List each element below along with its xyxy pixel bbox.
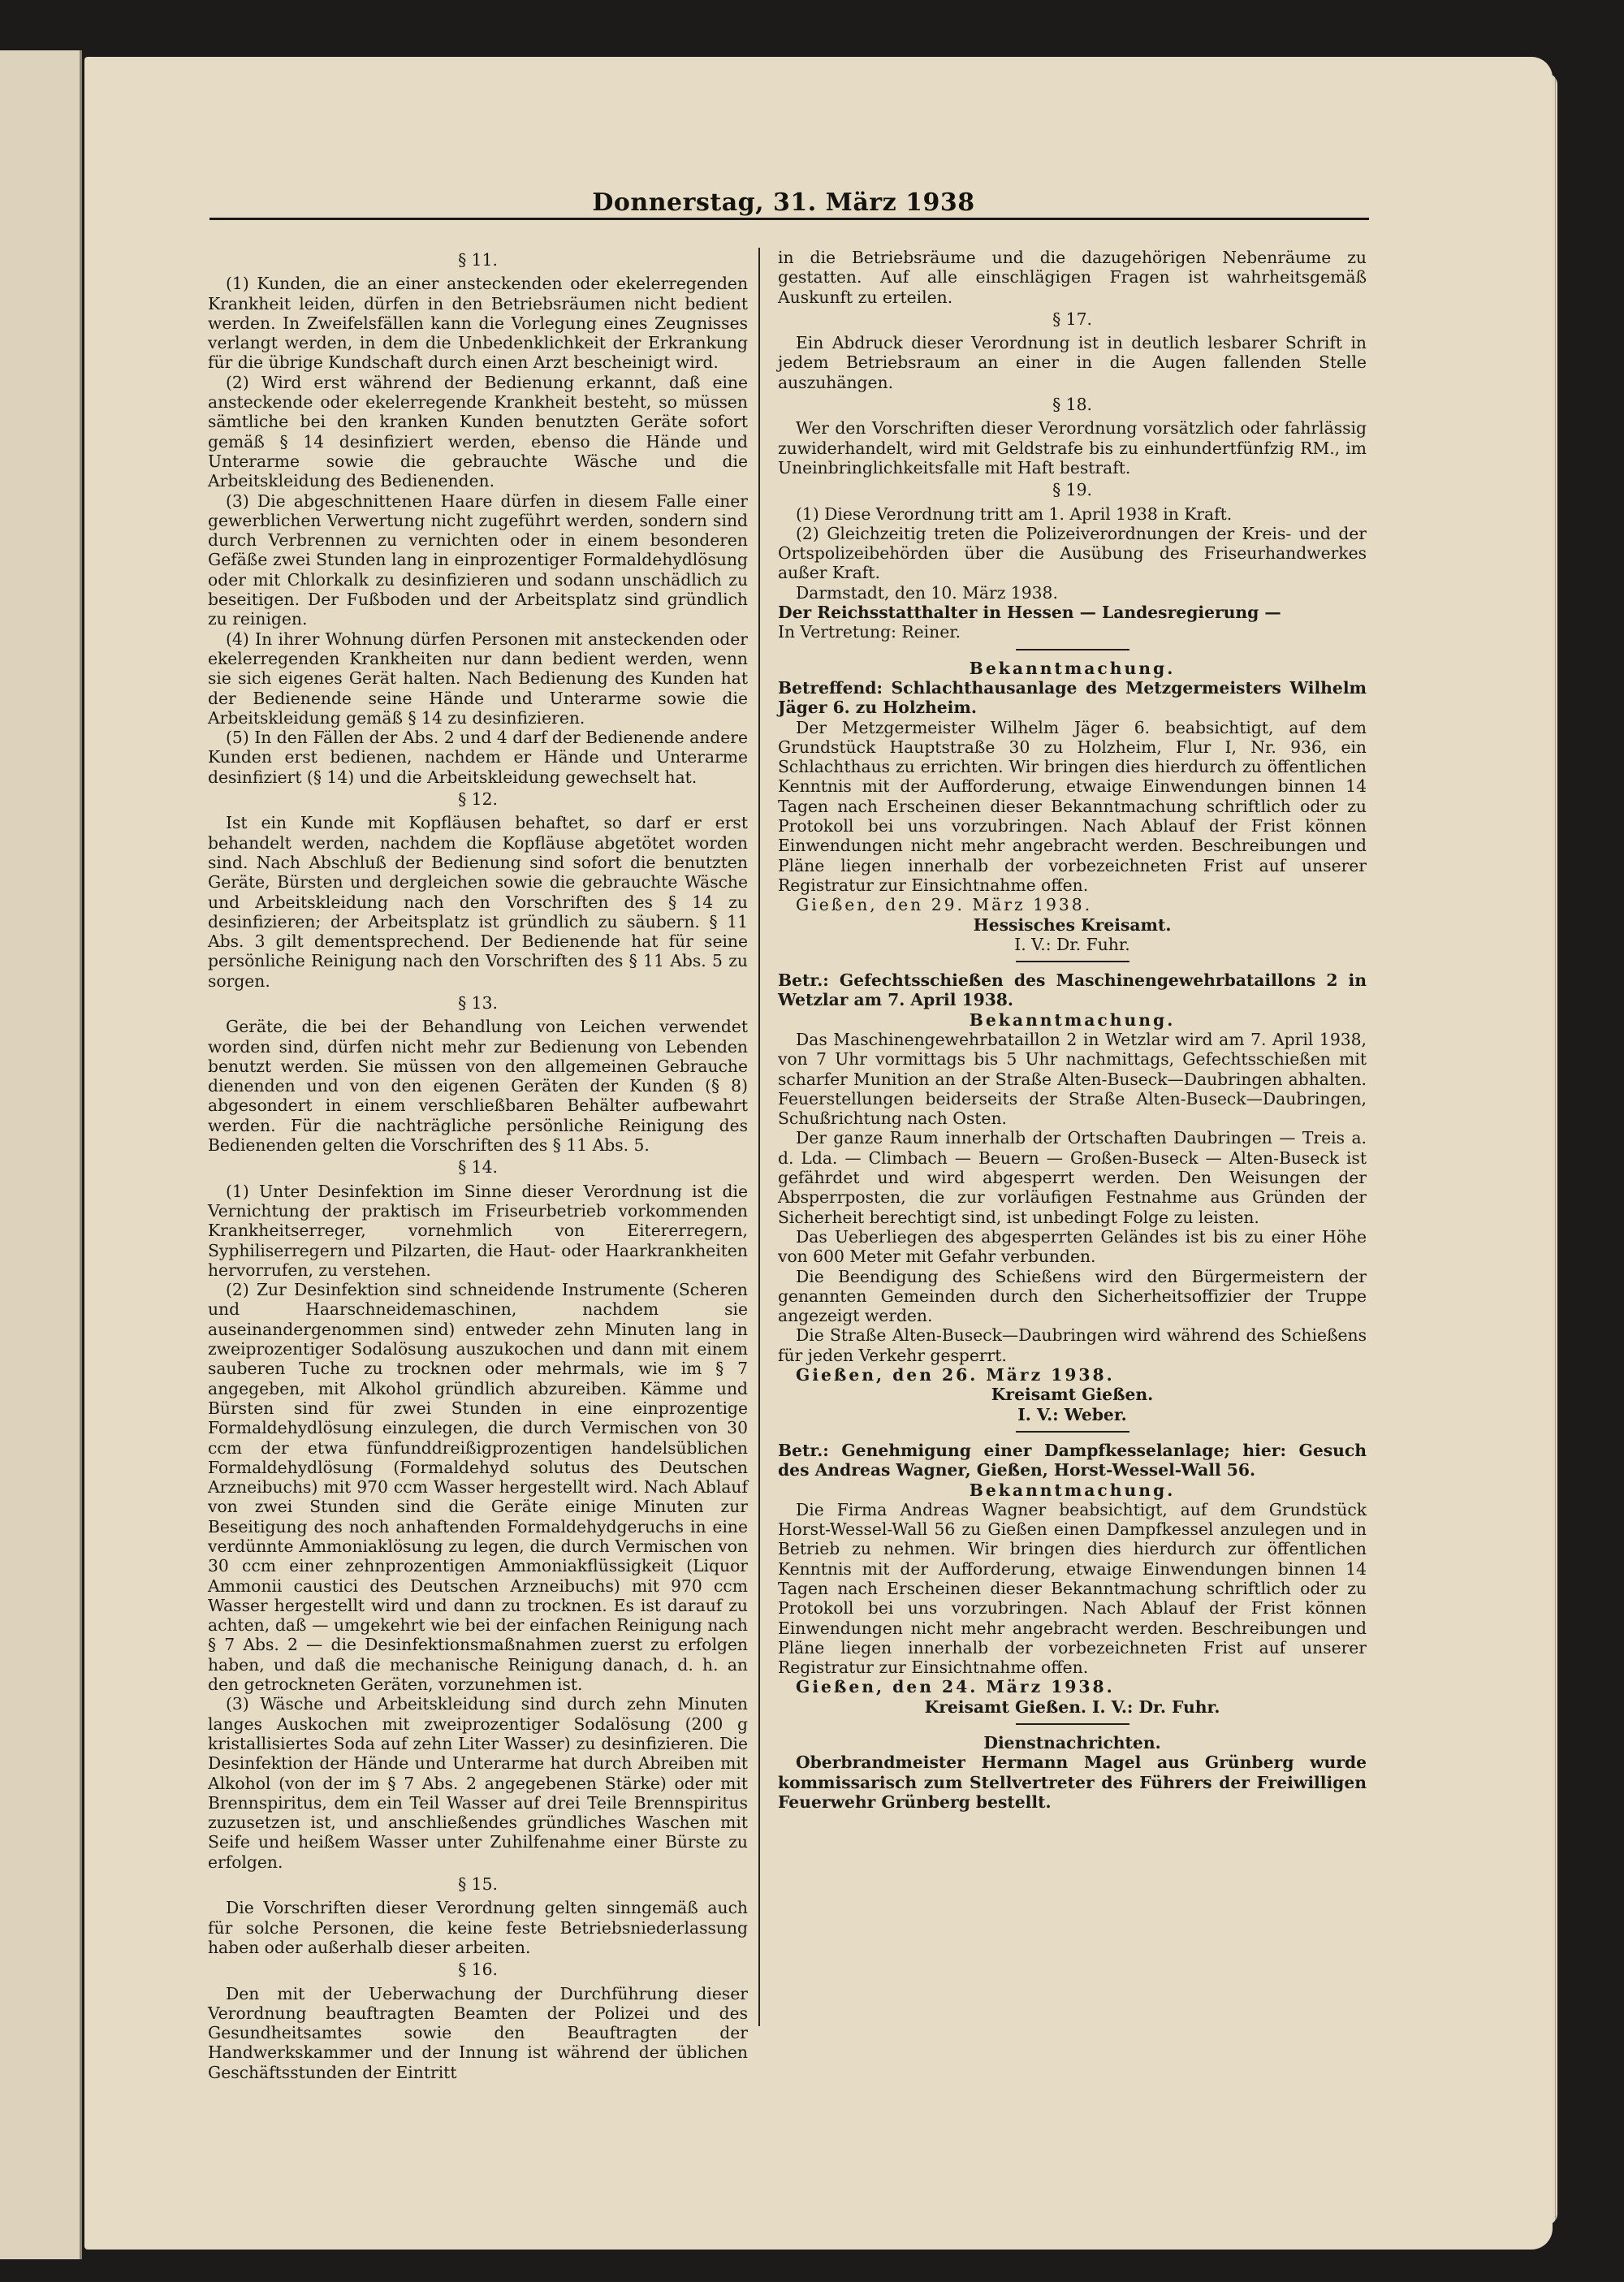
page-header-date: Donnerstag, 31. März 1938	[592, 188, 975, 217]
section-11-title: § 11.	[458, 250, 498, 270]
notice1-signature: I. V.: Dr. Fuhr.	[1014, 934, 1130, 954]
section-13-title: § 13.	[458, 992, 498, 1013]
section-19-title: § 19.	[1052, 480, 1092, 500]
sign1-place-date: Darmstadt, den 10. März 1938.	[796, 582, 1058, 603]
header-rule	[209, 218, 1369, 220]
notice2-paragraph-1: Das Maschinengewehrbataillon 2 in Wetzlar wird am 7. April 1938, von 7 Uhr vormittags bis 5 Uhr nachmittags, Gefechtsschießen mit scharfer Munition an der Straße Alten-Buseck—Daubringen abhalten. Feuerstellungen beiderseits der Straße Alten-Buseck—Daubringen, Schußrichtung nach Osten.	[778, 1029, 1367, 1129]
section-16-title: § 16.	[458, 1960, 498, 1980]
section-15-title: § 15.	[458, 1874, 498, 1895]
section-13-paragraph-1: Geräte, die bei der Behandlung von Leichen verwendet worden sind, dürfen nicht mehr zur Bedienung von Lebenden benutzt werden. Sie müssen von den allgemeinen Gebrauche dienenden und von den eigenen Geräten der Kunden (§ 8) abgesondert in einem verschließbaren Behälter aufbewahrt werden. Für die nachträgliche persönliche Reinigung des Bedienenden gelten die Vorschriften des § 11 Abs. 5.	[208, 1017, 748, 1156]
section-14-paragraph-3: (3) Wäsche und Arbeitskleidung sind durch zehn Minuten langes Auskochen mit zweiprozentiger Sodalösung (200 g kristallisiertes Soda auf zehn Liter Wasser) zu desinfizieren. Die Desinfektion der Hände und Unterarme hat durch Abreiben mit Alkohol (von der im § 7 Abs. 2 angegebenen Stärke) oder mit Brennspiritus, dem ein Teil Wasser auf drei Teile Brennspiritus zuzusetzen ist, und anschließendes gründliches Waschen mit Seife und heißem Wasser unter Zuhilfenahme einer Bürste zu erfolgen.	[208, 1694, 748, 1872]
notice2-paragraph-5: Die Straße Alten-Buseck—Daubringen wird während des Schießens für jeden Verkehr gesperrt.	[778, 1325, 1367, 1365]
section-11-paragraph-1: (1) Kunden, die an einer ansteckenden oder ekelerregenden Krankheit leiden, dürfen in den Betriebsräumen nicht bedient werden. In Zweifelsfällen kann die Vorlegung eines Zeugnisses verlangt werden, in dem die Unbedenklichkeit der Erkrankung für die übrige Kundschaft durch einen Arzt bescheinigt wird.	[208, 274, 748, 373]
separator-1	[1016, 649, 1129, 650]
section-17-paragraph-1: Ein Abdruck dieser Verordnung ist in deutlich lesbarer Schrift in jedem Betriebsraum an einer in die Augen fallenden Stelle auszuhängen.	[778, 333, 1367, 392]
section-14-paragraph-1: (1) Unter Desinfektion im Sinne dieser Verordnung ist die Vernichtung der praktisch im Friseurbetrieb vorkommenden Krankheitserreger, vornehmlich von Eitererregern, Syphiliserregern und Pilzarten, die Haut- oder Haarkrankheiten hervorrufen, zu verstehen.	[208, 1181, 748, 1280]
notice3-place-date: Gießen, den 24. März 1938.	[796, 1677, 1115, 1697]
section-11-paragraph-2: (2) Wird erst während der Bedienung erkannt, daß eine ansteckende oder ekelerregende Krankheit besteht, so müssen sämtliche bei den kranken Kunden benutzten Geräte sofort gemäß § 14 desinfiziert werden, ebenso die Hände und Unterarme sowie die gebrauchte Wäsche und die Arbeitskleidung des Bedienenden.	[208, 372, 748, 491]
section-18-title: § 18.	[1052, 395, 1092, 415]
notice4-body: Oberbrandmeister Hermann Magel aus Grünberg wurde kommissarisch zum Stellvertreter des Führers der Freiwilligen Feuerwehr Grünberg bestellt.	[778, 1753, 1367, 1812]
notice1-body: Der Metzgermeister Wilhelm Jäger 6. beabsichtigt, auf dem Grundstück Hauptstraße 30 zu Holzheim, Flur I, Nr. 936, ein Schlachthaus zu errichten. Wir bringen dies hierdurch zu öffentlichen Kenntnis mit der Aufforderung, etwaige Einwendungen binnen 14 Tagen nach Erscheinen dieser Bekanntmachung schriftlich oder zu Protokoll bei uns vorzubringen. Nach Ablauf der Frist können Einwendungen nicht mehr angebracht werden. Beschreibungen und Pläne liegen innerhalb der vorbezeichneten Frist auf unserer Registratur zur Einsichtnahme offen.	[778, 717, 1367, 895]
section-18-paragraph-1: Wer den Vorschriften dieser Verordnung vorsätzlich oder fahrlässig zuwiderhandelt, wird mit Geldstrafe bis zu einhundertfünfzig RM., im Uneinbringlichkeitsfalle mit Haft bestraft.	[778, 418, 1367, 478]
section-12-paragraph-1: Ist ein Kunde mit Kopfläusen behaftet, so darf er erst behandelt werden, nachdem die Kopfläuse abgetötet worden sind. Nach Abschluß der Bedienung sind sofort die benutzten Geräte, Bürsten und dergleichen sowie die gebrauchte Wäsche und Arbeitskleidung nach den Vorschriften des § 14 zu desinfizieren; der Arbeitsplatz ist gründlich zu säubern. § 11 Abs. 3 gilt dementsprechend. Der Bedienende hat für seine persönliche Reinigung nach den Vorschriften des § 11 Abs. 5 zu sorgen.	[208, 813, 748, 991]
section-11-paragraph-4: (4) In ihrer Wohnung dürfen Personen mit ansteckenden oder ekelerregenden Krankheiten nur dann bedient werden, wenn sie sich eigenes Gerät halten. Nach Bedienung des Kunden hat der Bedienende seine Hände und Unterarme sowie die Arbeitskleidung gemäß § 14 zu desinfizieren.	[208, 629, 748, 728]
section-19-paragraph-2: (2) Gleichzeitig treten die Polizeiverordnungen der Kreis- und der Ortspolizeibehörden über die Ausübung des Friseurhandwerkes außer Kraft.	[778, 523, 1367, 583]
notice3-heading: Bekanntmachung.	[969, 1480, 1176, 1500]
notice2-subject: Betr.: Gefechtsschießen des Maschinengewehrbataillons 2 in Wetzlar am 7. April 1938.	[778, 970, 1367, 1010]
sign1-representative: In Vertretung: Reiner.	[778, 622, 961, 642]
section-17-title: § 17.	[1052, 309, 1092, 329]
notice2-signature: I. V.: Weber.	[1017, 1404, 1127, 1424]
notice3-subject: Betr.: Genehmigung einer Dampfkesselanlage; hier: Gesuch des Andreas Wagner, Gießen, Horst-Wessel-Wall 56.	[778, 1440, 1367, 1480]
notice1-place-date: Gießen, den 29. März 1938.	[796, 895, 1093, 915]
separator-4	[1016, 1723, 1129, 1725]
notice1-heading: Bekanntmachung.	[969, 658, 1176, 678]
notice3-body: Die Firma Andreas Wagner beabsichtigt, auf dem Grundstück Horst-Wessel-Wall 56 zu Gießen einen Dampfkessel anzulegen und in Betrieb zu nehmen. Wir bringen dies hierdurch zur öffentlichen Kenntnis mit der Aufforderung, etwaige Einwendungen binnen 14 Tagen nach Erscheinen dieser Bekanntmachung schriftlich oder zu Protokoll bei uns vorzubringen. Nach Ablauf der Frist können Einwendungen nicht mehr angebracht werden. Beschreibungen und Pläne liegen innerhalb der vorbezeichneten Frist auf unserer Registratur zur Einsichtnahme offen.	[778, 1499, 1367, 1678]
left-page-edge	[0, 50, 82, 2259]
section-19-paragraph-1: (1) Diese Verordnung tritt am 1. April 1938 in Kraft.	[796, 504, 1233, 524]
notice1-subject: Betreffend: Schlachthausanlage des Metzgermeisters Wilhelm Jäger 6. zu Holzheim.	[778, 677, 1367, 718]
section-16-continuation: in die Betriebsräume und die dazugehörigen Nebenräume zu gestatten. Auf alle einschlägigen Fragen ist wahrheitsgemäß Auskunft zu erteilen.	[778, 248, 1367, 307]
notice2-paragraph-2: Der ganze Raum innerhalb der Ortschaften Daubringen — Treis a. d. Lda. — Climbach — Beuern — Großen-Buseck — Alten-Buseck ist gefährdet und wird abgesperrt werden. Den Weisungen der Absperrposten, die zur vorläufigen Festnahme aus Gründen der Sicherheit berechtigt sind, ist unbedingt Folge zu leisten.	[778, 1128, 1367, 1227]
sign1-authority: Der Reichsstatthalter in Hessen — Landesregierung —	[778, 603, 1281, 623]
separator-3	[1016, 1431, 1129, 1433]
section-11-paragraph-3: (3) Die abgeschnittenen Haare dürfen in diesem Falle einer gewerblichen Verwertung nicht zugeführt werden, sondern sind durch Verbrennen zu vernichten oder in einem besonderen Gefäße zwei Stunden lang in einprozentiger Formaldehydlösung oder mit Chlorkalk zu desinfizieren und sodann unschädlich zu beseitigen. Der Fußboden und der Arbeitsplatz sind gründlich zu reinigen.	[208, 491, 748, 629]
section-15-paragraph-1: Die Vorschriften dieser Verordnung gelten sinngemäß auch für solche Personen, die keine feste Betriebsniederlassung haben oder außerhalb dieser arbeiten.	[208, 1898, 748, 1957]
notice3-signature: Kreisamt Gießen. I. V.: Dr. Fuhr.	[924, 1696, 1220, 1717]
notice2-place-date: Gießen, den 26. März 1938.	[796, 1365, 1115, 1385]
section-16-paragraph-1: Den mit der Ueberwachung der Durchführung dieser Verordnung beauftragten Beamten der Polizei und des Gesundheitsamtes sowie den Beauftragten der Handwerkskammer und der Innung ist während der üblichen Geschäftsstunden der Eintritt	[208, 1983, 748, 2082]
notice4-heading: Dienstnachrichten.	[983, 1733, 1161, 1753]
separator-2	[1016, 961, 1129, 962]
notice2-heading: Bekanntmachung.	[969, 1009, 1176, 1030]
notice2-authority: Kreisamt Gießen.	[991, 1385, 1154, 1405]
section-14-paragraph-2: (2) Zur Desinfektion sind schneidende Instrumente (Scheren und Haarschneidemaschinen, nachdem sie auseinandergenommen sind) entweder zehn Minuten lang in zweiprozentiger Sodalösung auszukochen und dann mit einem sauberen Tuche zu trocknen oder mehrmals, wie im § 7 angegeben, mit Alkohol gründlich abzureiben. Kämme und Bürsten sind für zwei Stunden in eine einprozentige Formaldehydlösung einzulegen, die durch Vermischen von 30 ccm der etwa fünfunddreißigprozentigen handelsüblichen Formaldehydlösung (Formaldehyd solutus des Deutschen Arzneibuchs) mit 970 ccm Wasser hergestellt wird. Nach Ablauf von zwei Stunden sind die Geräte einige Minuten zur Beseitigung des noch anhaftenden Formaldehydgeruchs in eine verdünnte Ammoniaklösung zu legen, die durch Vermischen von 30 ccm einer zehnprozentigen Ammoniakflüssigkeit (Liquor Ammonii caustici des Deutschen Arzneibuchs) mit 970 ccm Wasser hergestellt wird und dann zu trocknen. Es ist darauf zu achten, daß — umgekehrt wie bei der einfachen Reinigung nach § 7 Abs. 2 — die Desinfektionsmaßnahmen zuerst zu erfolgen haben, und daß die mechanische Reinigung danach, d. h. an den getrockneten Geräten, vorzunehmen ist.	[208, 1280, 748, 1695]
section-12-title: § 12.	[458, 789, 498, 810]
section-11-paragraph-5: (5) In den Fällen der Abs. 2 und 4 darf der Bedienende andere Kunden erst bedienen, nachdem er Hände und Unterarme desinfiziert (§ 14) und die Arbeitskleidung gewechselt hat.	[208, 728, 748, 787]
column-divider	[758, 248, 760, 2026]
notice1-authority: Hessisches Kreisamt.	[973, 914, 1172, 935]
notice2-paragraph-3: Das Ueberliegen des abgesperrten Geländes ist bis zu einer Höhe von 600 Meter mit Gefahr verbunden.	[778, 1226, 1367, 1267]
section-14-title: § 14.	[458, 1157, 498, 1178]
left-column	[208, 248, 748, 2082]
notice2-paragraph-4: Die Beendigung des Schießens wird den Bürgermeistern der genannten Gemeinden durch den Sicherheitsoffizier der Truppe angezeigt werden.	[778, 1266, 1367, 1326]
right-column	[778, 248, 1367, 1812]
